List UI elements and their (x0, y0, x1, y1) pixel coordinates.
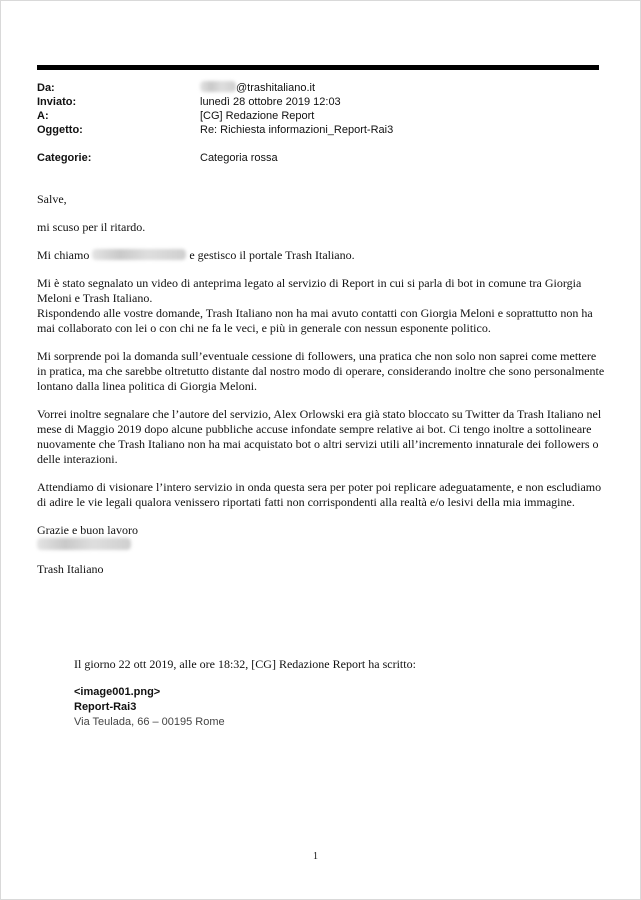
sent-label: Inviato: (37, 96, 77, 108)
header-rule (37, 65, 599, 70)
greeting: Salve, (37, 192, 67, 206)
closing: Grazie e buon lavoro (37, 523, 138, 537)
redacted-sender-local-part (200, 81, 236, 92)
email-body (37, 192, 605, 590)
subject-value: Re: Richiesta informazioni_Report-Rai3 (200, 124, 394, 136)
intro-after: e gestisco il portale Trash Italiano. (189, 248, 355, 262)
to-value: [CG] Redazione Report (200, 110, 315, 122)
signature: Trash Italiano (37, 562, 104, 576)
paragraph-legal: Attendiamo di visionare l’intero servizio in onda questa sera per poter poi replicare adeguatamente, e non escludiamo di adire le vie legali qualora venissero riportati fatti non corrispondenti alla realtà e/o lesivi della mia immagine. (37, 480, 602, 509)
sent-row (37, 95, 599, 109)
from-label: Da: (37, 82, 55, 94)
paragraph-followers: Mi sorprende poi la domanda sull’eventuale cessione di followers, una pratica che non solo non saprei come mettere in pratica, ma che sarebbe oltretutto distante dal nostro modo di operare, considerando inoltre che sono personalmente lontano dalla linea politica di Giorgia Meloni. (37, 349, 605, 393)
from-domain: @trashitaliano.it (236, 82, 316, 94)
email-header (37, 81, 599, 165)
redacted-name (92, 249, 186, 260)
page-number: 1 (313, 851, 318, 862)
sent-value: lunedì 28 ottobre 2019 12:03 (200, 96, 341, 108)
from-value (200, 81, 599, 95)
redacted-signature-name (37, 538, 131, 550)
categories-value: Categoria rossa (200, 152, 278, 164)
quoted-address: Via Teulada, 66 – 00195 Rome (74, 716, 225, 728)
quoted-intro: Il giorno 22 ott 2019, alle ore 18:32, [CG] Redazione Report ha scritto: (74, 657, 416, 671)
to-row (37, 109, 599, 123)
quoted-image-ref: <image001.png> (74, 686, 161, 698)
subject-label: Oggetto: (37, 124, 83, 136)
intro-before: Mi chiamo (37, 248, 90, 262)
paragraph-meloni (37, 276, 605, 336)
intro-paragraph (37, 248, 605, 263)
categories-row (37, 151, 599, 165)
quoted-message (74, 657, 434, 730)
categories-label: Categorie: (37, 152, 92, 164)
subject-row (37, 123, 599, 137)
paragraph-orlowski: Vorrei inoltre segnalare che l’autore del servizio, Alex Orlowski era già stato bloccato su Twitter da Trash Italiano nel mese di Maggio 2019 dopo alcune pubbliche accuse infondate sempre relative ai bot. Ci tengo inoltre a sottolineare nuovamente che Trash Italiano non ha mai acquistato bot o altri servizi utili all’incremento innaturale dei followers o delle interazioni. (37, 407, 602, 466)
quoted-signature (74, 685, 434, 730)
to-label: A: (37, 110, 49, 122)
closing-block (37, 523, 605, 553)
paragraph-meloni-line2: Rispondendo alle vostre domande, Trash Italiano non ha mai avuto contatti con Giorgia Meloni e soprattutto non ha mai collaborato con lei o con chi ne fa le veci, e più in generale con nessun esponente politico. (37, 306, 593, 335)
apology: mi scuso per il ritardo. (37, 220, 146, 234)
from-row (37, 81, 599, 95)
paragraph-meloni-line1: Mi è stato segnalato un video di anteprima legato al servizio di Report in cui si parla di bot in comune tra Giorgia Meloni e Trash Italiano. (37, 276, 582, 305)
quoted-org: Report-Rai3 (74, 701, 137, 713)
